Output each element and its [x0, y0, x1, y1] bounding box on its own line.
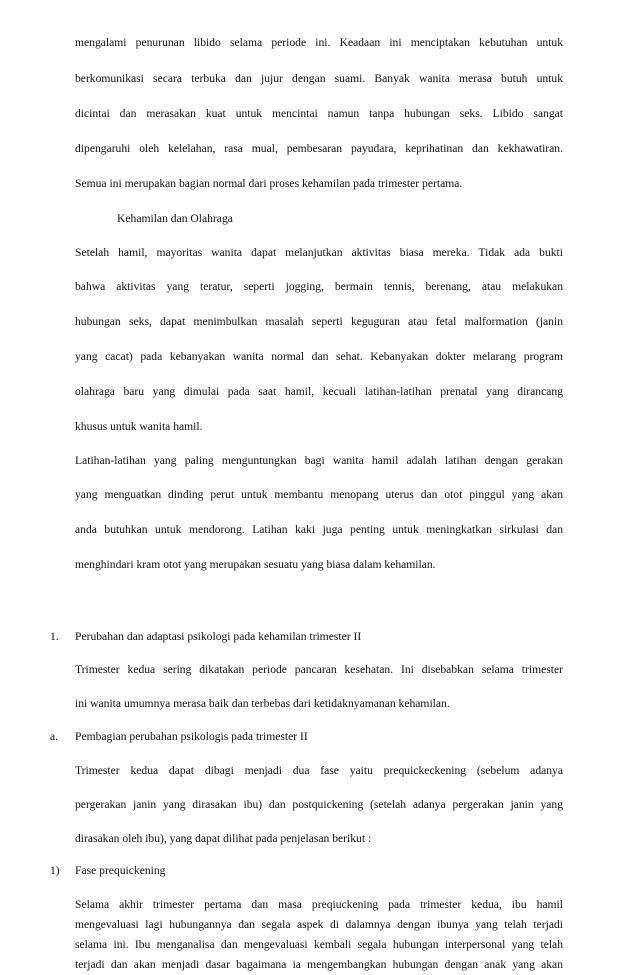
paragraph-line: pergerakan janin yang dirasakan ibu) dan postquickening (setelah adanya pergerakan janin yang	[75, 798, 563, 811]
section-heading: Fase prequickening	[75, 864, 166, 877]
list-marker: 1.	[50, 630, 59, 643]
paragraph-line: dirasakan oleh ibu), yang dapat dilihat pada penjelasan berikut :	[75, 832, 372, 845]
paragraph-line: menghindari kram otot yang merupakan sesuatu yang biasa dalam kehamilan.	[75, 558, 436, 571]
paragraph-line: Semua ini merupakan bagian normal dari proses kehamilan pada trimester pertama.	[75, 177, 463, 190]
section-heading: Pembagian perubahan psikologis pada trimester II	[75, 730, 308, 743]
paragraph-line: olahraga baru yang dimulai pada saat hamil, kecuali latihan-latihan prenatal yang dirancang	[75, 385, 563, 398]
paragraph-line: yang menguatkan dinding perut untuk membantu menopang uterus dan otot pinggul yang akan	[75, 488, 563, 501]
paragraph-line: Latihan-latihan yang paling menguntungkan bagi wanita hamil adalah latihan dengan gerakan	[75, 454, 563, 467]
paragraph-line: yang cacat) pada kebanyakan wanita normal dan sehat. Kebanyakan dokter melarang program	[75, 350, 563, 363]
paragraph-line: Trimester kedua sering dikatakan periode pancaran kesehatan. Ini disebabkan selama trimester	[75, 663, 563, 676]
paragraph-line: hubungan seks, dapat menimbulkan masalah seperti keguguran atau fetal malformation (janin	[75, 315, 563, 328]
subheading: Kehamilan dan Olahraga	[117, 212, 233, 225]
list-marker: a.	[50, 730, 59, 743]
paragraph-line: terjadi dan akan menjadi dasar bagaimana ia mengembangkan hubungan dengan anak yang akan	[75, 958, 563, 971]
section-heading: Perubahan dan adaptasi psikologi pada kehamilan trimester II	[75, 630, 362, 643]
paragraph-line: Trimester kedua dapat dibagi menjadi dua fase yaitu prequickeckening (sebelum adanya	[75, 764, 563, 777]
paragraph-line: berkomunikasi secara terbuka dan jujur dengan suami. Banyak wanita merasa butuh untuk	[75, 72, 563, 85]
paragraph-line: anda butuhkan untuk mendorong. Latihan kaki juga penting untuk meningkatkan sirkulasi dan	[75, 523, 563, 536]
paragraph-line: khusus untuk wanita hamil.	[75, 420, 203, 433]
paragraph-line: mengevaluasi lagi hubungannya dan segala aspek di dalamnya dengan ibunya yang telah terjadi	[75, 918, 563, 931]
paragraph-line: Selama akhir trimester pertama dan masa preqiuckening pada trimester kedua, ibu hamil	[75, 898, 563, 911]
paragraph-line: mengalami penurunan libido selama periode ini. Keadaan ini menciptakan kebutuhan untuk	[75, 36, 563, 49]
paragraph-line: dipengaruhi oleh kelelahan, rasa mual, pembesaran payudara, keprihatinan dan kekhawatiran.	[75, 142, 563, 155]
paragraph-line: selama ini. Ibu menganalisa dan mengevaluasi kembali segala hubungan interpersonal yang telah	[75, 938, 563, 951]
paragraph-line: dicintai dan merasakan kuat untuk mencintai namun tanpa hubungan seks. Libido sangat	[75, 107, 563, 120]
paragraph-line: bahwa aktivitas yang teratur, seperti jogging, bermain tennis, berenang, atau melakukan	[75, 280, 563, 293]
paragraph-line: Setelah hamil, mayoritas wanita dapat melanjutkan aktivitas biasa mereka. Tidak ada bukti	[75, 246, 563, 259]
list-marker: 1)	[50, 864, 60, 877]
paragraph-line: ini wanita umumnya merasa baik dan terbebas dari ketidaknyamanan kehamilan.	[75, 697, 450, 710]
